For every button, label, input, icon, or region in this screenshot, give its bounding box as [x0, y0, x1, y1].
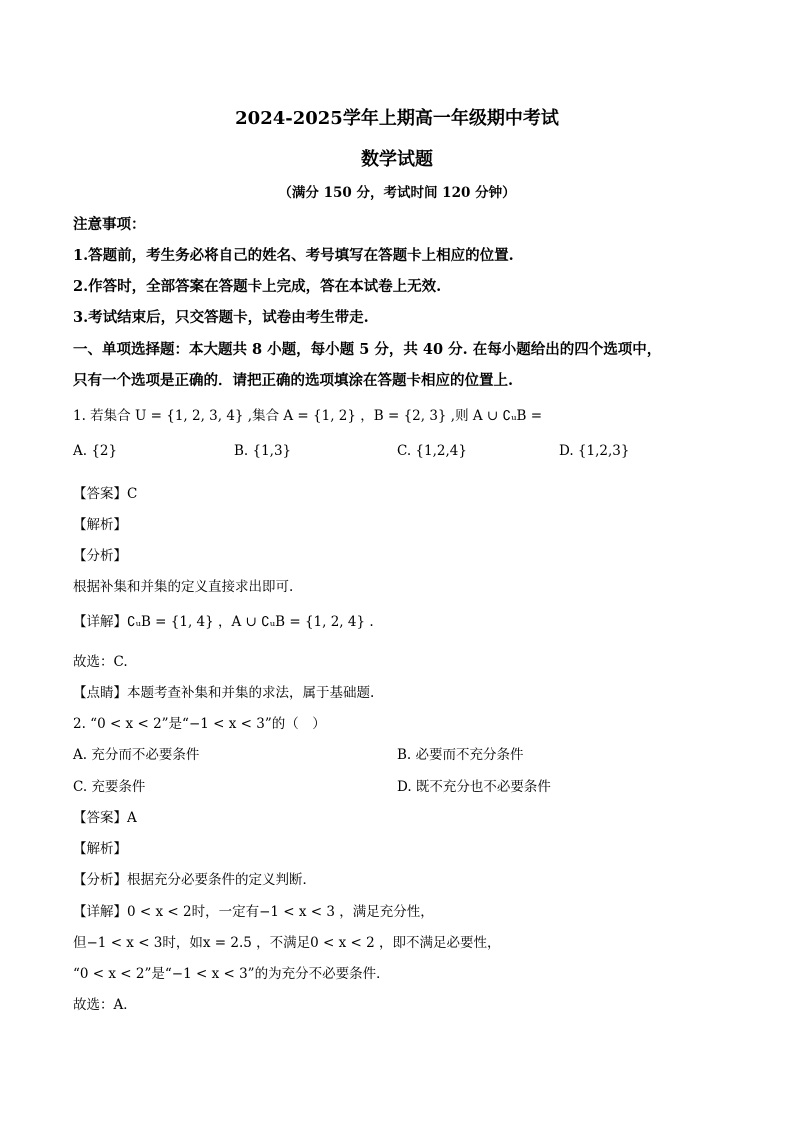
question-2-detail-row-3: “0 < x < 2”是“−1 < x < 3”的为充分不必要条件． — [73, 966, 390, 982]
notice-item-3: 3.考试结束后，只交答题卡，试卷由考生带走. — [73, 309, 369, 326]
fenxi-text: 根据充分必要条件的定义判断． — [127, 872, 316, 888]
answer-tag: 【答案】 — [73, 486, 127, 502]
answer-value: A — [127, 810, 137, 826]
question-2-option-b: B. 必要而不充分条件 — [397, 747, 524, 763]
answer-tag: 【答案】 — [73, 810, 127, 826]
exam-subtitle: 数学试题 — [361, 149, 433, 170]
detail-tag: 【详解】 — [73, 904, 127, 920]
question-1-choice: 故选：C. — [73, 654, 128, 670]
question-1-fenxi-tag: 【分析】 — [73, 548, 127, 564]
question-1-answer-row — [73, 482, 137, 502]
answer-value: C — [127, 486, 138, 502]
question-2-option-d: D. 既不充分也不必要条件 — [397, 779, 551, 795]
notice-item-2: 2.作答时，全部答案在答题卡上完成，答在本试卷上无效. — [73, 278, 442, 295]
question-1-analysis-tag: 【解析】 — [73, 517, 127, 533]
question-2-detail-row-2: 但−1 < x < 3时，如x = 2.5 ，不满足0 < x < 2 ，即不满足必要性， — [73, 935, 501, 951]
fenxi-tag: 【分析】 — [73, 872, 127, 888]
question-2-option-a: A. 充分而不必要条件 — [73, 747, 200, 763]
question-2-analysis-tag: 【解析】 — [73, 841, 127, 857]
question-1-detail-row — [73, 610, 374, 630]
question-1-stem: 1. 若集合 U = {1, 2, 3, 4} ,集合 A = {1, 2} ，B = {2, 3} ,则 A ∪ ∁ᵤB = — [73, 408, 543, 424]
notice-heading: 注意事项： — [73, 216, 146, 233]
question-1-fenxi-text: 根据补集和并集的定义直接求出即可. — [73, 579, 294, 595]
detail-text: 0 < x < 2时，一定有−1 < x < 3 ，满足充分性， — [127, 904, 434, 920]
question-2-detail-row-1 — [73, 900, 434, 920]
exam-title: 2024-2025学年上期高一年级期中考试 — [235, 108, 559, 129]
comment-tag: 【点睛】 — [73, 685, 127, 701]
detail-tag: 【详解】 — [73, 614, 127, 630]
question-1-comment-row — [73, 681, 374, 701]
question-1-option-b: B. {1,3} — [234, 443, 292, 459]
section-instructions-line-2: 只有一个选项是正确的．请把正确的选项填涂在答题卡相应的位置上. — [73, 372, 514, 389]
question-1-option-d: D. {1,2,3} — [559, 443, 630, 459]
notice-item-1: 1.答题前，考生务必将自己的姓名、考号填写在答题卡上相应的位置. — [73, 247, 514, 264]
question-1-option-c: C. {1,2,4} — [397, 443, 467, 459]
question-2-option-c: C. 充要条件 — [73, 779, 146, 795]
question-2-fenxi-row — [73, 868, 316, 888]
question-2-answer-row — [73, 806, 137, 826]
exam-duration-note: （满分 150 分，考试时间 120 分钟） — [278, 185, 516, 201]
section-instructions-line-1: 一、单项选择题：本大题共 8 小题，每小题 5 分，共 40 分. 在每小题给出的四个选项中， — [73, 341, 662, 358]
comment-text: 本题考查补集和并集的求法，属于基础题. — [127, 685, 375, 701]
detail-text: ∁ᵤB = {1, 4} ，A ∪ ∁ᵤB = {1, 2, 4} . — [127, 614, 374, 630]
question-2-stem: 2. “0 < x < 2”是“−1 < x < 3”的（ ） — [73, 716, 326, 732]
question-2-choice: 故选：A． — [73, 997, 137, 1013]
question-1-option-a: A. {2} — [73, 443, 118, 459]
